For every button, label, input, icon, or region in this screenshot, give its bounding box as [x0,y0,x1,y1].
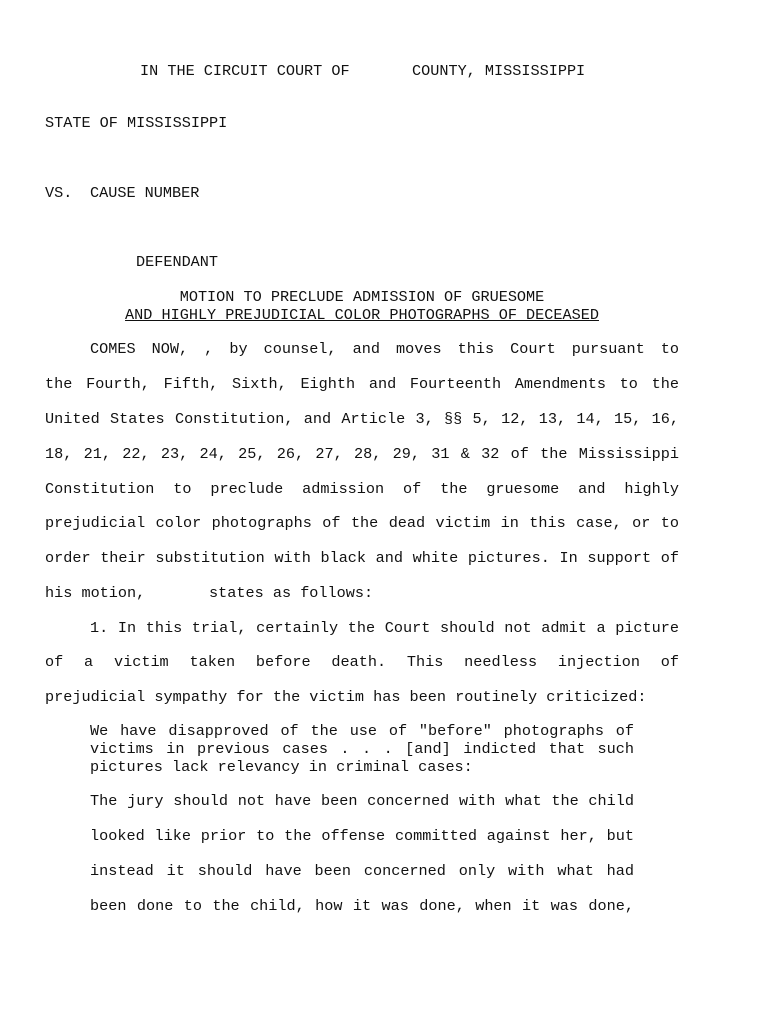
intro-line-2: the Fourth, Fifth, Sixth, Eighth and Fourteenth Amendments to the [45,375,679,393]
intro-line-3: United States Constitution, and Article 3, §§ 5, 12, 13, 14, 15, 16, [45,410,679,428]
intro-line-1: COMES NOW, , by counsel, and moves this Court pursuant to [90,340,679,358]
quote2-line-3: instead it should have been concerned only with what had [90,862,634,880]
motion-title-line1: MOTION TO PRECLUDE ADMISSION OF GRUESOME [179,288,545,306]
para1-line-2: of a victim taken before death. This needless injection of [45,653,679,671]
quote2-line-4: been done to the child, how it was done, when it was done, [90,897,634,915]
intro-line-7: order their substitution with black and white pictures. In support of [45,549,679,567]
quote2-line-2: looked like prior to the offense committed against her, but [90,827,634,845]
quote2-line-1: The jury should not have been concerned with what the child [90,792,634,810]
para1-line-1: 1. In this trial, certainly the Court should not admit a picture [90,619,679,637]
para1-line-3: prejudicial sympathy for the victim has been routinely criticized: [45,688,647,706]
quote1-line-2: victims in previous cases . . . [and] indicted that such [90,740,634,758]
versus-label: VS. [45,184,73,202]
quote1-line-1: We have disapproved of the use of "before" photographs of [90,722,634,740]
intro-line-4: 18, 21, 22, 23, 24, 25, 26, 27, 28, 29, 31 & 32 of the Mississippi [45,445,679,463]
motion-title-line2: AND HIGHLY PREJUDICIAL COLOR PHOTOGRAPHS OF DECEASED [125,306,599,324]
plaintiff-name: STATE OF MISSISSIPPI [45,114,228,132]
intro-line-6: prejudicial color photographs of the dead victim in this case, or to [45,514,679,532]
court-caption-left: IN THE CIRCUIT COURT OF [140,62,350,80]
intro-line-5: Constitution to preclude admission of the gruesome and highly [45,480,679,498]
court-caption-right: COUNTY, MISSISSIPPI [412,62,586,80]
defendant-label: DEFENDANT [136,253,219,271]
quote1-line-3: pictures lack relevancy in criminal cases: [90,758,473,776]
cause-number-label: CAUSE NUMBER [90,184,200,202]
intro-line-8: his motion, states as follows: [45,584,374,602]
